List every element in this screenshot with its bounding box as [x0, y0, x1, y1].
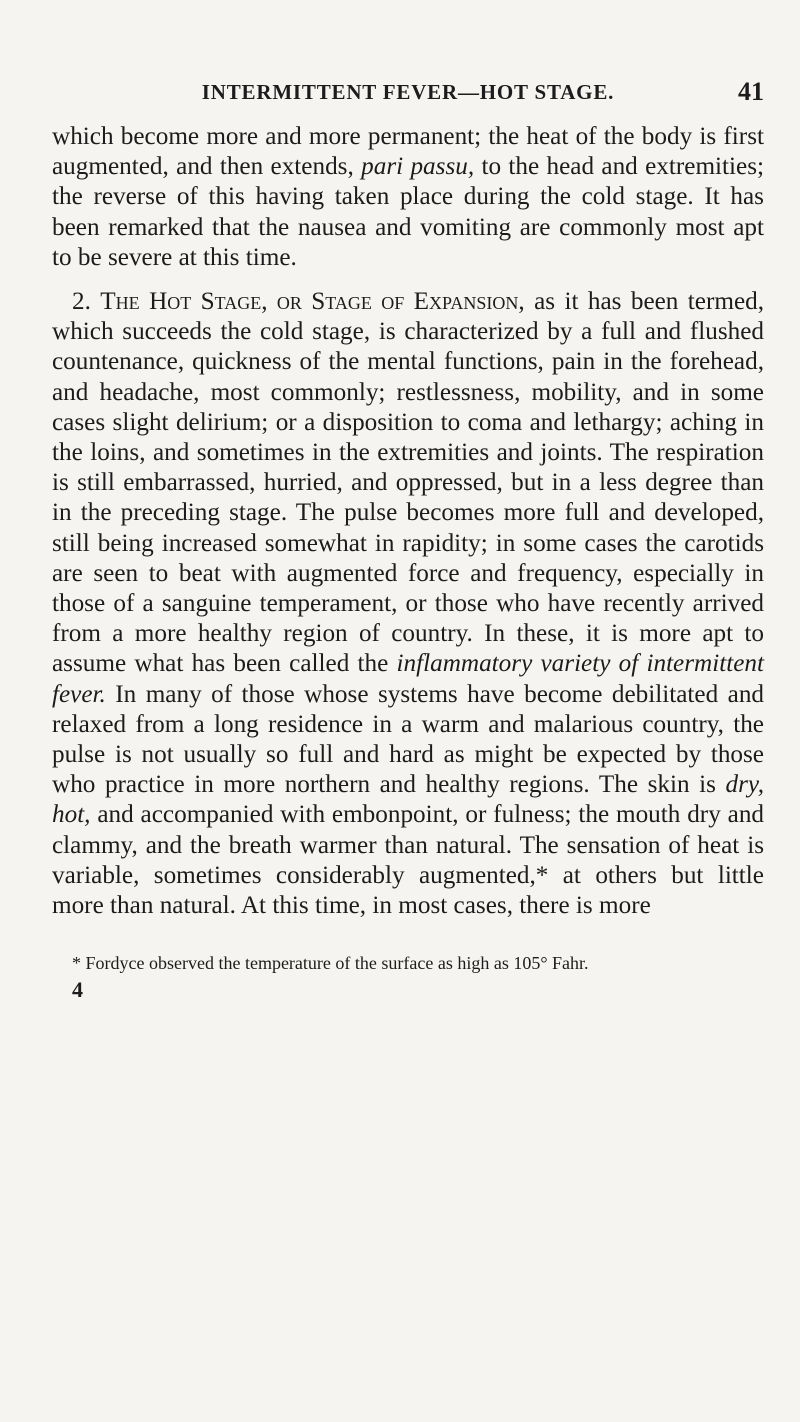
running-head [52, 72, 764, 112]
running-title: INTERMITTENT FEVER—HOT STAGE. [201, 80, 615, 104]
footnote: * Fordyce observed the temperature of the surface as high as 105° Fahr. [72, 953, 589, 974]
italic-word: dry, [725, 771, 764, 799]
paragraph-text: and accompanied with embonpoint, or fulness; the mouth dry and clammy, and the breath warmer than natural. The sensation of heat is variable, sometimes considerably augmented,* at others but little more than natural. At this time, in most cases, there is more [52, 801, 765, 920]
paragraph-text: which become more and more permanent; the heat of the body is first augmented, and then extends, [52, 123, 764, 181]
italic-phrase: inflammatory variety of intermittent fever. [52, 650, 764, 708]
paragraph-hot-stage [52, 287, 764, 921]
paragraph-text: to the head and extremities; the reverse of this having taken place during the cold stage. It has been remarked that the nausea and vomiting are commonly most apt to be severe at this time. [52, 153, 765, 271]
signature-mark: 4 [72, 977, 83, 1003]
paragraph-text: In many of those whose systems have become debilitated and relaxed from a long residence in a warm and malarious country, the pulse is not usually so full and hard as might be expected by those who practice in more northern and healthy regions. The skin is [52, 680, 765, 799]
book-page [52, 72, 764, 1003]
section-heading: The Hot Stage, or Stage of Expansion, [100, 288, 525, 316]
page-number: 41 [738, 77, 764, 106]
paragraph-text: as it has been termed, which succeeds the cold stage, is characterized by a full and flushed countenance, quickness of the mental functions, pain in the forehead, and headache, most commonly; restlessness, mobility, and in some cases slight delirium; or a disposition to coma and lethargy; aching in the loins, and sometimes in the extremities and joints. The respiration is still embarrassed, hurried, and oppressed, but in a less degree than in the preceding stage. The pulse becomes more full and developed, still being increased somewhat in rapidity; in some cases the carotids are seen to beat with augmented force and frequency, especially in those of a sanguine temperament, or those who have recently arrived from a more healthy region of country. In these, it is more apt to assume what has been called the [52, 288, 765, 678]
italic-word: hot, [52, 801, 91, 829]
section-number: 2. [72, 288, 91, 316]
paragraph-continuation [52, 122, 764, 273]
body-text [52, 122, 764, 921]
italic-phrase: pari passu, [361, 153, 475, 181]
